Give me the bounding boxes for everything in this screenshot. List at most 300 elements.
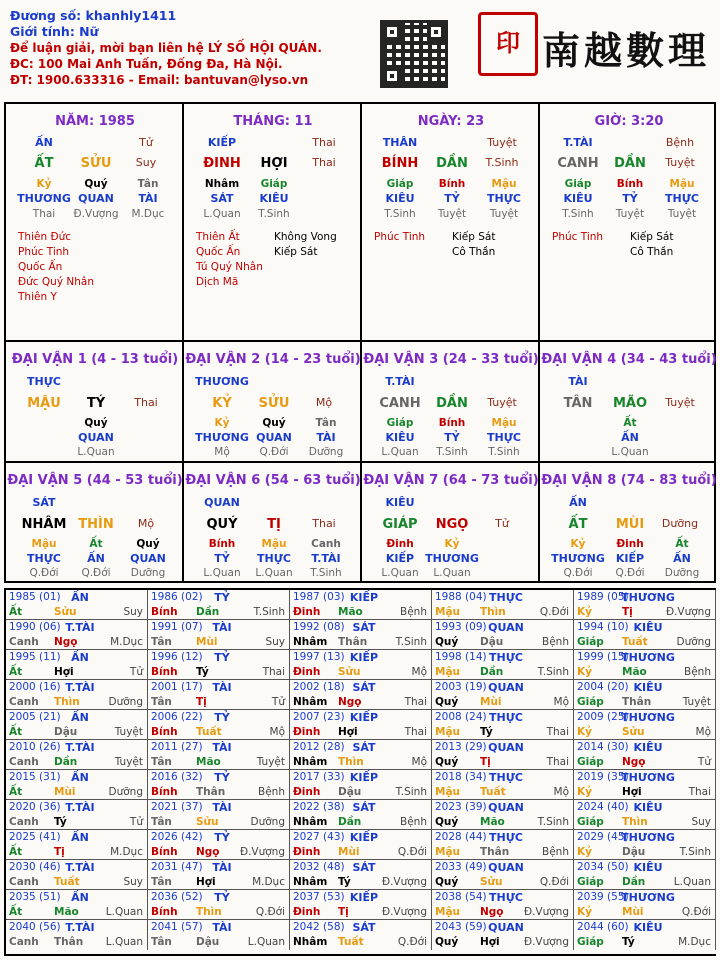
year-label: 1995 (11) <box>9 651 61 663</box>
year-chi: Ngọ <box>196 846 220 858</box>
hidden-can: Bính <box>438 417 466 429</box>
year-label: 2041 (57) <box>151 921 203 933</box>
year-can: Tân <box>151 696 172 708</box>
year-chi: Tị <box>480 756 491 768</box>
pillar-chi-state: Tuyệt <box>665 156 695 169</box>
owner-name: Đương số: khanhly1411 <box>10 8 177 23</box>
year-label: 2007 (23) <box>293 711 345 723</box>
year-label: 1986 (02) <box>151 591 203 603</box>
year-chi: Thân <box>54 936 84 948</box>
year-label: 2011 (27) <box>151 741 203 753</box>
year-chi: Thân <box>480 846 510 858</box>
star-item: Tú Quý Nhân <box>196 261 263 273</box>
year-label: 2038 (54) <box>435 891 487 903</box>
year-chi: Mùi <box>54 786 76 798</box>
dai-van-chi: MÙI <box>615 517 645 532</box>
year-chi: Ngọ <box>54 636 78 648</box>
year-can: Nhâm <box>293 876 328 888</box>
hidden-star: TÀI <box>138 192 158 205</box>
year-label: 1992 (08) <box>293 621 345 633</box>
year-can: Mậu <box>435 666 461 678</box>
year-cell <box>432 770 574 800</box>
gender: Giới tính: Nữ <box>10 24 99 39</box>
year-state: Thai <box>688 786 711 798</box>
year-cell <box>574 620 716 650</box>
hidden-state: Tuyệt <box>615 208 645 220</box>
phone-email: ĐT: 1900.633316 - Email: bantuvan@lyso.vn <box>10 73 309 87</box>
year-can: Giáp <box>577 936 604 948</box>
pillar-top-star: T.TÀI <box>563 136 593 149</box>
year-star: QUAN <box>488 681 524 694</box>
year-chi: Mão <box>54 906 79 918</box>
year-state: Mộ <box>695 726 711 738</box>
hidden-state: L.Quan <box>611 446 649 458</box>
hidden-star: KIÊU <box>385 431 415 444</box>
hidden-state: T.Sinh <box>310 567 342 579</box>
star-list-2 <box>274 230 337 260</box>
year-state: Thai <box>404 696 427 708</box>
year-state: Tử <box>697 756 711 768</box>
hidden-star: THƯƠNG <box>551 552 605 565</box>
year-star: T.TÀI <box>65 621 95 634</box>
pillar-chi: DẦN <box>614 156 646 171</box>
year-state: Đ.Vượng <box>523 936 569 948</box>
year-chi: Mão <box>622 666 647 678</box>
year-star: KIÊU <box>633 681 663 694</box>
dai-van-star: T.TÀI <box>385 375 415 388</box>
year-label: 2040 (56) <box>9 921 61 933</box>
year-label: 2042 (58) <box>293 921 345 933</box>
year-state: Suy <box>123 606 143 618</box>
hidden-star: KIẾP <box>385 552 415 565</box>
hidden-state: M.Dục <box>131 208 165 220</box>
year-star: QUAN <box>488 861 524 874</box>
year-star: T.TÀI <box>65 921 95 934</box>
year-chi: Hợi <box>622 786 642 798</box>
year-chi: Sửu <box>54 606 77 618</box>
year-star: TỶ <box>214 711 230 724</box>
year-cell <box>432 740 574 770</box>
year-star: THỰC <box>489 651 523 664</box>
year-state: Mộ <box>411 756 427 768</box>
hidden-state: L.Quan <box>433 567 471 579</box>
year-chi: Tuất <box>480 786 506 798</box>
dai-van-star: SÁT <box>32 496 56 509</box>
star-item: Thiên Y <box>18 291 57 303</box>
hidden-star: TỶ <box>444 431 460 444</box>
year-star: ẤN <box>71 591 89 604</box>
year-cell <box>574 800 716 830</box>
star-item: Thiên Đức <box>18 231 72 243</box>
dai-van-title: ĐẠI VẬN 3 (24 - 33 tuổi) <box>363 352 539 367</box>
year-chi: Thìn <box>622 816 648 828</box>
year-label: 1989 (05) <box>577 591 629 603</box>
year-star: KIÊU <box>633 801 663 814</box>
year-label: 2031 (47) <box>151 861 203 873</box>
year-state: Đ.Vượng <box>665 606 711 618</box>
year-can: Canh <box>9 636 39 648</box>
hidden-star: ẤN <box>673 552 691 565</box>
year-star: T.TÀI <box>65 861 95 874</box>
year-can: Tân <box>151 876 172 888</box>
year-can: Nhâm <box>293 936 328 948</box>
year-cell <box>6 650 148 680</box>
year-can: Tân <box>151 816 172 828</box>
year-star: QUAN <box>488 621 524 634</box>
hidden-state: T.Sinh <box>384 208 416 220</box>
hidden-star: THỰC <box>27 552 61 565</box>
hidden-star: THƯƠNG <box>425 552 479 565</box>
hidden-star: THỰC <box>487 431 521 444</box>
dai-van-can: GIÁP <box>382 517 418 532</box>
year-state: T.Sinh <box>395 636 427 648</box>
year-cell <box>290 650 432 680</box>
dai-van-chi: TỊ <box>267 517 281 532</box>
pillar-cell <box>540 104 716 342</box>
year-can: Mậu <box>435 606 461 618</box>
year-cell <box>432 620 574 650</box>
year-label: 2020 (36) <box>9 801 61 813</box>
year-label: 2034 (50) <box>577 861 629 873</box>
pillar-chi-state: Thai <box>312 156 336 169</box>
dai-van-chi: THÌN <box>78 517 114 532</box>
year-label: 2009 (25) <box>577 711 629 723</box>
dai-van-can: QUÝ <box>206 517 238 532</box>
year-state: Thai <box>262 666 285 678</box>
dai-van-chi: MÃO <box>612 396 648 411</box>
year-label: 2002 (18) <box>293 681 345 693</box>
year-cell <box>6 830 148 860</box>
year-cell <box>290 860 432 890</box>
hidden-state: Q.Đới <box>81 567 111 579</box>
hidden-star: TỶ <box>622 192 638 205</box>
pillar-title: GIỜ: 3:20 <box>594 114 664 129</box>
year-can: Canh <box>9 936 39 948</box>
year-state: Dưỡng <box>108 696 143 708</box>
hidden-can: Ất <box>675 538 689 550</box>
hidden-can: Nhâm <box>204 178 240 190</box>
year-star: SÁT <box>352 621 376 634</box>
year-state: Q.Đới <box>397 846 427 858</box>
year-chi: Hợi <box>480 936 500 948</box>
year-star: SÁT <box>352 681 376 694</box>
year-cell <box>6 920 148 950</box>
pillar-chi: SỬU <box>80 156 112 171</box>
hidden-can: Canh <box>311 538 341 550</box>
contact-note: Để luận giải, mời bạn liên hệ LÝ SỐ HỘI QUÁN. <box>10 41 322 55</box>
year-star: KIẾP <box>349 831 379 844</box>
year-state: Dưỡng <box>250 816 285 828</box>
year-state: L.Quan <box>105 906 143 918</box>
year-label: 2000 (16) <box>9 681 61 693</box>
pillar-top-state: Thai <box>312 136 336 149</box>
year-chi: Dần <box>338 816 362 828</box>
year-can: Bính <box>151 846 178 858</box>
dai-van-state: Tuyệt <box>487 396 517 409</box>
dai-van-state: Mộ <box>137 517 155 530</box>
year-chi: Sửu <box>622 726 645 738</box>
year-cell <box>574 740 716 770</box>
year-cell <box>148 710 290 740</box>
star-list-2 <box>452 230 495 260</box>
year-cell <box>574 860 716 890</box>
year-cell <box>6 860 148 890</box>
year-can: Bính <box>151 726 178 738</box>
year-state: L.Quan <box>105 936 143 948</box>
year-label: 2026 (42) <box>151 831 203 843</box>
year-label: 2001 (17) <box>151 681 203 693</box>
dai-van-state: Thai <box>134 396 158 409</box>
hidden-state: T.Sinh <box>258 208 290 220</box>
year-state: Dưỡng <box>108 786 143 798</box>
hidden-star: QUAN <box>78 192 114 205</box>
dai-van-state: Tử <box>495 517 509 530</box>
hidden-state: L.Quan <box>203 208 241 220</box>
dai-van-star: THƯƠNG <box>195 375 249 388</box>
hidden-star: KIÊU <box>563 192 593 205</box>
hidden-can: Bính <box>208 538 236 550</box>
year-star: TÀI <box>212 801 232 814</box>
year-cell <box>574 770 716 800</box>
year-can: Giáp <box>577 696 604 708</box>
hidden-star: THỰC <box>257 552 291 565</box>
pillar-can: BÍNH <box>381 156 419 171</box>
star-item: Dịch Mã <box>196 276 239 288</box>
year-label: 2022 (38) <box>293 801 345 813</box>
dai-van-cell <box>540 342 716 463</box>
year-star: THƯƠNG <box>621 711 675 724</box>
year-cell <box>574 680 716 710</box>
year-state: Suy <box>123 876 143 888</box>
year-cell <box>290 800 432 830</box>
year-can: Quý <box>435 876 459 888</box>
year-can: Nhâm <box>293 816 328 828</box>
year-can: Canh <box>9 696 39 708</box>
year-label: 1994 (10) <box>577 621 629 633</box>
dai-van-can: MẬU <box>27 396 61 411</box>
hidden-can: Giáp <box>386 178 414 190</box>
hidden-state: Tuyệt <box>437 208 467 220</box>
dai-van-title: ĐẠI VẬN 8 (74 - 83 tuổi) <box>541 473 717 488</box>
year-can: Quý <box>435 816 459 828</box>
year-state: Bệnh <box>258 786 285 798</box>
year-can: Ất <box>9 606 23 618</box>
year-label: 2017 (33) <box>293 771 345 783</box>
year-cell <box>148 890 290 920</box>
year-cell <box>148 590 290 620</box>
hidden-star: TỶ <box>214 552 230 565</box>
year-can: Canh <box>9 876 39 888</box>
year-cell <box>574 590 716 620</box>
year-state: Mộ <box>553 786 569 798</box>
star-item: Phúc Tinh <box>18 246 70 258</box>
hidden-can: Quý <box>262 417 286 429</box>
year-cell <box>432 890 574 920</box>
hidden-state: Tuyệt <box>489 208 519 220</box>
year-can: Nhâm <box>293 756 328 768</box>
year-state: Thai <box>404 726 427 738</box>
year-can: Ất <box>9 726 23 738</box>
dai-van-star: KIÊU <box>385 496 415 509</box>
year-cell <box>432 920 574 950</box>
year-label: 1987 (03) <box>293 591 345 603</box>
hidden-can: Mậu <box>31 538 57 550</box>
year-label: 1996 (12) <box>151 651 203 663</box>
year-star: KIẾP <box>349 711 379 724</box>
year-chi: Mùi <box>480 696 502 708</box>
year-cell <box>290 740 432 770</box>
hidden-star: TÀI <box>316 431 336 444</box>
star-list <box>552 230 603 245</box>
year-chi: Mùi <box>622 906 644 918</box>
year-can: Kỷ <box>577 906 592 918</box>
year-can: Ất <box>9 786 23 798</box>
year-label: 2021 (37) <box>151 801 203 813</box>
year-can: Bính <box>151 906 178 918</box>
year-chi: Tý <box>338 876 351 888</box>
dai-van-state: Tuyệt <box>665 396 695 409</box>
year-star: KIÊU <box>633 861 663 874</box>
year-state: Đ.Vượng <box>239 846 285 858</box>
year-cell <box>432 650 574 680</box>
pillar-can: ĐINH <box>203 156 241 171</box>
year-state: Mộ <box>553 696 569 708</box>
pillar-title: THÁNG: 11 <box>233 114 313 129</box>
pillar-title: NĂM: 1985 <box>55 114 135 129</box>
hidden-can: Quý <box>84 178 108 190</box>
hidden-can: Quý <box>84 417 108 429</box>
year-can: Giáp <box>577 816 604 828</box>
year-label: 2044 (60) <box>577 921 629 933</box>
year-label: 2008 (24) <box>435 711 487 723</box>
year-label: 1999 (15) <box>577 651 629 663</box>
year-can: Kỷ <box>577 606 592 618</box>
hidden-state: Q.Đới <box>563 567 593 579</box>
dai-van-can: NHÂM <box>21 517 67 532</box>
hidden-can: Kỷ <box>214 417 230 429</box>
year-label: 2035 (51) <box>9 891 61 903</box>
pillar-cell <box>184 104 362 342</box>
year-chi: Hợi <box>338 726 358 738</box>
year-label: 2016 (32) <box>151 771 203 783</box>
year-cell <box>6 770 148 800</box>
dai-van-title: ĐẠI VẬN 7 (64 - 73 tuổi) <box>363 473 539 488</box>
year-chi: Hợi <box>196 876 216 888</box>
year-cell <box>290 770 432 800</box>
dai-van-title: ĐẠI VẬN 1 (4 - 13 tuổi) <box>11 352 179 367</box>
year-state: Bệnh <box>542 636 569 648</box>
year-chi: Mão <box>480 816 505 828</box>
hidden-can: Kỷ <box>36 178 52 190</box>
year-star: TÀI <box>212 921 232 934</box>
year-state: M.Dục <box>110 846 143 858</box>
year-chi: Dậu <box>338 786 362 798</box>
pillar-top-star: ẤN <box>35 136 53 149</box>
hidden-can: Ất <box>623 417 637 429</box>
hidden-state: Dưỡng <box>130 567 166 579</box>
pillar-can: CANH <box>557 156 599 171</box>
pillar-chi: HỢI <box>260 156 288 171</box>
year-chi: Tý <box>622 936 635 948</box>
year-chi: Dậu <box>480 636 504 648</box>
year-cell <box>148 620 290 650</box>
pillar-top-star: KIẾP <box>207 136 237 149</box>
pillar-cell <box>362 104 540 342</box>
year-cell <box>290 590 432 620</box>
year-cell <box>6 710 148 740</box>
year-state: Dưỡng <box>676 636 711 648</box>
year-label: 2012 (28) <box>293 741 345 753</box>
hidden-can: Giáp <box>386 417 414 429</box>
year-state: Mộ <box>411 666 427 678</box>
year-can: Ất <box>9 846 23 858</box>
year-can: Mậu <box>435 786 461 798</box>
hidden-state: Dưỡng <box>308 446 344 458</box>
year-can: Mậu <box>435 846 461 858</box>
year-cell <box>6 680 148 710</box>
year-star: TỶ <box>214 831 230 844</box>
year-can: Canh <box>9 816 39 828</box>
year-can: Ất <box>9 906 23 918</box>
hidden-star: T.TÀI <box>311 552 341 565</box>
year-chi: Dần <box>622 876 646 888</box>
year-star: THỰC <box>489 711 523 724</box>
dai-van-chi: DẦN <box>436 396 468 411</box>
hidden-star: KIÊU <box>259 192 289 205</box>
hidden-can: Bính <box>616 178 644 190</box>
year-chi: Tý <box>196 666 209 678</box>
year-chi: Mùi <box>196 636 218 648</box>
year-state: Tử <box>129 816 143 828</box>
year-can: Bính <box>151 786 178 798</box>
year-cell <box>6 890 148 920</box>
year-cell <box>432 830 574 860</box>
year-chi: Tị <box>338 906 349 918</box>
year-star: TỶ <box>214 891 230 904</box>
year-cell <box>6 620 148 650</box>
year-star: T.TÀI <box>65 741 95 754</box>
year-chi: Sửu <box>480 876 503 888</box>
year-state: Thai <box>546 756 569 768</box>
year-state: Đ.Vượng <box>381 876 427 888</box>
year-cell <box>290 710 432 740</box>
year-star: THƯƠNG <box>621 891 675 904</box>
year-cell <box>6 740 148 770</box>
dai-van-star: QUAN <box>204 496 240 509</box>
year-cell <box>432 680 574 710</box>
hidden-state: Tuyệt <box>667 208 697 220</box>
year-star: TỶ <box>214 771 230 784</box>
hidden-star: QUAN <box>78 431 114 444</box>
year-state: T.Sinh <box>395 786 427 798</box>
year-star: THỰC <box>489 591 523 604</box>
hidden-can: Mậu <box>669 178 695 190</box>
year-label: 2037 (53) <box>293 891 345 903</box>
hidden-star: SÁT <box>210 192 234 205</box>
pillar-chi-state: Suy <box>135 156 157 169</box>
hidden-state: Đ.Vượng <box>73 208 119 220</box>
star-list <box>374 230 425 245</box>
year-can: Quý <box>435 936 459 948</box>
dai-van-title: ĐẠI VẬN 2 (14 - 23 tuổi) <box>185 352 361 367</box>
year-can: Đinh <box>293 786 321 798</box>
star-item: Không Vong <box>274 231 337 243</box>
pillar-top-state: Tuyệt <box>487 136 517 149</box>
hidden-state: L.Quan <box>381 446 419 458</box>
year-can: Mậu <box>435 906 461 918</box>
year-label: 2019 (35) <box>577 771 629 783</box>
year-state: Q.Đới <box>397 936 427 948</box>
